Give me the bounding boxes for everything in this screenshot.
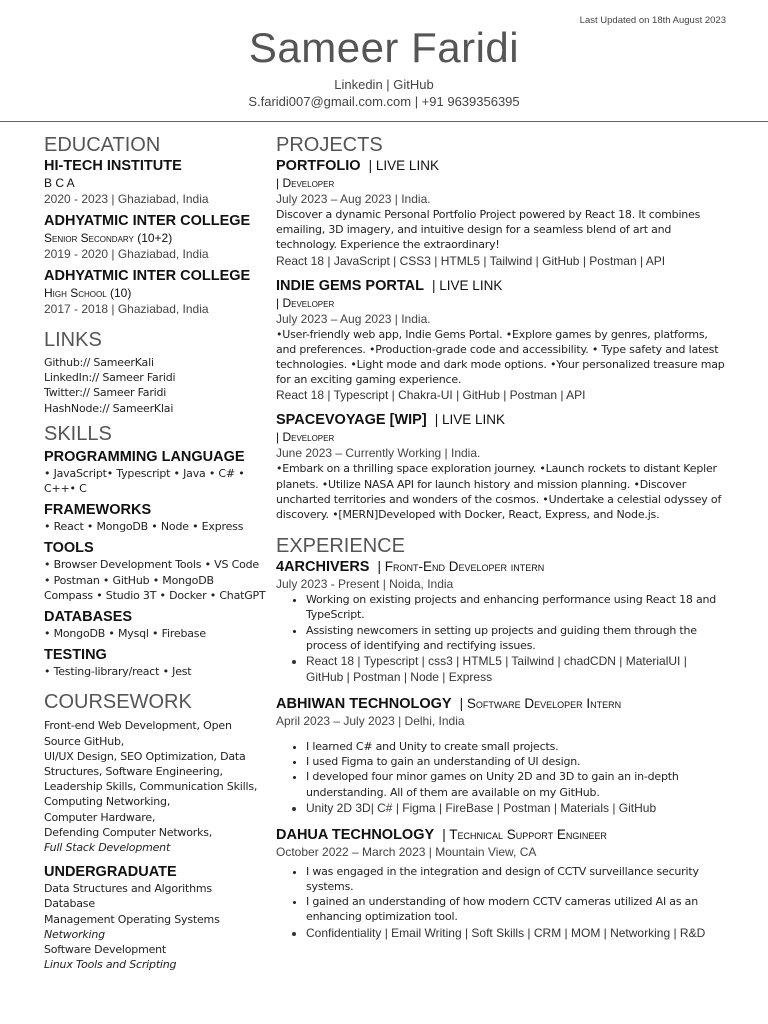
education-item xyxy=(44,212,266,262)
header-divider xyxy=(0,121,768,122)
education-item xyxy=(44,157,266,207)
coursework-line: Computer Hardware, xyxy=(44,810,156,824)
job-role: | Front-End Developer intern xyxy=(377,559,545,575)
skill-list: • Testing-library/react • Jest xyxy=(44,665,192,679)
project-date: June 2023 – Currently Working | India. xyxy=(276,446,481,461)
job-role: | Software Developer Intern xyxy=(459,696,622,712)
experience-bullet: • I gained an understanding of how modern CCTV cameras utilized AI as an enhancing optimization tool. xyxy=(306,894,726,924)
links-heading: LINKS xyxy=(44,329,102,351)
experience-meta: July 2023 - Present | Noida, India xyxy=(276,577,454,592)
experience-heading: EXPERIENCE xyxy=(276,535,405,558)
undergraduate-heading: UNDERGRADUATE xyxy=(44,864,177,881)
experience-item xyxy=(276,826,726,941)
profile-links[interactable]: Linkedin | GitHub xyxy=(334,77,434,92)
link-item[interactable]: LinkedIn:// Sameer Faridi xyxy=(44,371,176,385)
experience-bullet: • Working on existing projects and enhancing performance using React 18 and TypeScript. xyxy=(306,592,726,622)
skill-list: • React • MongoDB • Node • Express xyxy=(44,520,244,534)
coursework-line: Computing Networking, xyxy=(44,795,171,809)
degree: B C A xyxy=(44,176,75,190)
link-item[interactable]: HashNode:// SameerKlai xyxy=(44,401,174,415)
project-item xyxy=(276,411,726,522)
project-role: | Developer xyxy=(276,176,335,190)
school-name: HI-TECH INSTITUTE xyxy=(44,158,182,174)
experience-item xyxy=(276,695,726,816)
experience-bullet: • Assisting newcomers in setting up projects and guiding them through the process of identifying and rectifying issues. xyxy=(306,623,726,653)
experience-item xyxy=(276,558,726,685)
project-title: SPACEVOYAGE [WIP] xyxy=(276,412,427,429)
experience-bullet: • I developed four minor games on Unity 2D and 3D to gain an in-depth understanding. All of them are available on my GitHub. xyxy=(306,769,726,799)
project-description: •Embark on a thrilling space exploration journey. •Launch rockets to distant Kepler planets. •Utilize NASA API for launch history and mission planning. •Discover uncharted territories and wonders of the cosmos. •Undertake a celestial odyssey of discovery. •[MERN]Developed with Docker, React, Express, and Node.js. xyxy=(276,462,722,522)
school-name: ADHYATMIC INTER COLLEGE xyxy=(44,213,251,229)
project-tech: React 18 | Typescript | Chakra-UI | GitHub | Postman | API xyxy=(276,388,586,403)
undergrad-line: Data Structures and Algorithms Database xyxy=(44,882,212,911)
right-column xyxy=(276,133,726,946)
contact-line[interactable]: S.faridi007@gmail.com.com | +91 9639356395 xyxy=(248,94,520,109)
experience-bullet: • I learned C# and Unity to create small projects. xyxy=(306,739,726,754)
project-item xyxy=(276,277,726,404)
degree: High School (10) xyxy=(44,286,132,300)
education-meta: 2019 - 2020 | Ghaziabad, India xyxy=(44,247,209,261)
projects-heading: PROJECTS xyxy=(276,134,383,156)
skill-list: • MongoDB • Mysql • Firebase xyxy=(44,627,206,641)
last-updated: Last Updated on 18th August 2023 xyxy=(579,15,726,26)
link-item[interactable]: Github:// SameerKali xyxy=(44,356,154,369)
link-item[interactable]: Twitter:// Sameer Faridi xyxy=(44,386,167,400)
skill-category: PROGRAMMING LANGUAGE xyxy=(44,448,245,465)
left-column xyxy=(44,133,266,972)
job-role: | Technical Support Engineer xyxy=(442,826,607,842)
resume-name: Sameer Faridi xyxy=(248,24,520,71)
undergrad-line: Networking xyxy=(44,927,105,941)
education-heading: EDUCATION xyxy=(44,134,161,156)
skill-list: • JavaScript• Typescript • Java • C# • C++• C xyxy=(44,466,245,496)
company-name: 4ARCHIVERS xyxy=(276,559,370,576)
project-title: PORTFOLIO xyxy=(276,158,361,174)
experience-meta: October 2022 – March 2023 | Mountain View, CA xyxy=(276,844,537,859)
project-item xyxy=(276,157,726,269)
coursework-line: Leadership Skills, Communication Skills, xyxy=(44,780,258,794)
coursework-line: Full Stack Development xyxy=(44,841,171,855)
undergrad-line: Software Development xyxy=(44,943,167,957)
live-link[interactable]: | LIVE LINK xyxy=(434,412,506,428)
project-role: | Developer xyxy=(276,295,335,310)
live-link[interactable]: | LIVE LINK xyxy=(368,158,439,173)
experience-tech: • React 18 | Typescript | css3 | HTML5 | Tailwind | chadCDN | MaterialUI | GitHub | Postman | Node | Express xyxy=(306,653,726,685)
live-link[interactable]: | LIVE LINK xyxy=(432,277,503,293)
degree: Senior Secondary (10+2) xyxy=(44,231,173,245)
experience-bullets xyxy=(276,592,726,685)
project-date: July 2023 – Aug 2023 | India. xyxy=(276,311,431,326)
experience-meta: April 2023 – July 2023 | Delhi, India xyxy=(276,714,465,729)
experience-tech: • Confidentiality | Email Writing | Soft Skills | CRM | MOM | Networking | R&D xyxy=(306,925,726,941)
school-name: ADHYATMIC INTER COLLEGE xyxy=(44,268,251,284)
skill-category: FRAMEWORKS xyxy=(44,502,152,519)
experience-tech: • Unity 2D 3D| C# | Figma | FireBase | Postman | Materials | GitHub xyxy=(306,800,726,816)
education-meta: 2020 - 2023 | Ghaziabad, India xyxy=(44,192,209,206)
project-date: July 2023 – Aug 2023 | India. xyxy=(276,192,431,206)
experience-bullets xyxy=(276,739,726,816)
coursework-heading: COURSEWORK xyxy=(44,691,192,714)
education-item xyxy=(44,267,266,317)
company-name: ABHIWAN TECHNOLOGY xyxy=(276,696,452,713)
skill-category: TOOLS xyxy=(44,540,94,557)
coursework-list xyxy=(44,718,266,855)
undergrad-line: Linux Tools and Scripting xyxy=(44,958,177,972)
experience-bullets xyxy=(276,864,726,941)
project-title: INDIE GEMS PORTAL xyxy=(276,277,424,294)
undergrad-line: Management Operating Systems xyxy=(44,912,220,926)
project-role: | Developer xyxy=(276,430,335,445)
project-description: Discover a dynamic Personal Portfolio Project powered by React 18. It combines emailing, 3D imagery, and intuitive design for a seamless blend of art and technology. Experience the extraordinary! xyxy=(276,208,701,252)
company-name: DAHUA TECHNOLOGY xyxy=(276,826,435,843)
skill-list: • Browser Development Tools • VS Code • Postman • GitHub • MongoDB Compass • Studio 3T • Docker • ChatGPT xyxy=(44,558,266,602)
experience-bullet: • I was engaged in the integration and design of CCTV surveillance security systems. xyxy=(306,864,726,894)
project-tech: React 18 | JavaScript | CSS3 | HTML5 | Tailwind | GitHub | Postman | API xyxy=(276,253,666,268)
education-meta: 2017 - 2018 | Ghaziabad, India xyxy=(44,302,209,316)
coursework-line: Defending Computer Networks, xyxy=(44,825,213,839)
coursework-line: UI/UX Design, SEO Optimization, Data Structures, Software Engineering, xyxy=(44,749,246,779)
skill-category: DATABASES xyxy=(44,609,133,626)
coursework-line: Front-end Web Development, Open Source GitHub, xyxy=(44,719,232,748)
skills-heading: SKILLS xyxy=(44,422,112,445)
skill-category: TESTING xyxy=(44,647,107,664)
project-description: •User-friendly web app, Indie Gems Portal. •Explore games by genres, platforms, and preferences. •Production-grade code and accessibility. • Type safety and latest technologies. •Light mode and dark mode options. •Your personalized treasure map for an exciting gaming experience. xyxy=(276,327,725,387)
experience-bullet: • I used Figma to gain an understanding of UI design. xyxy=(306,754,726,769)
